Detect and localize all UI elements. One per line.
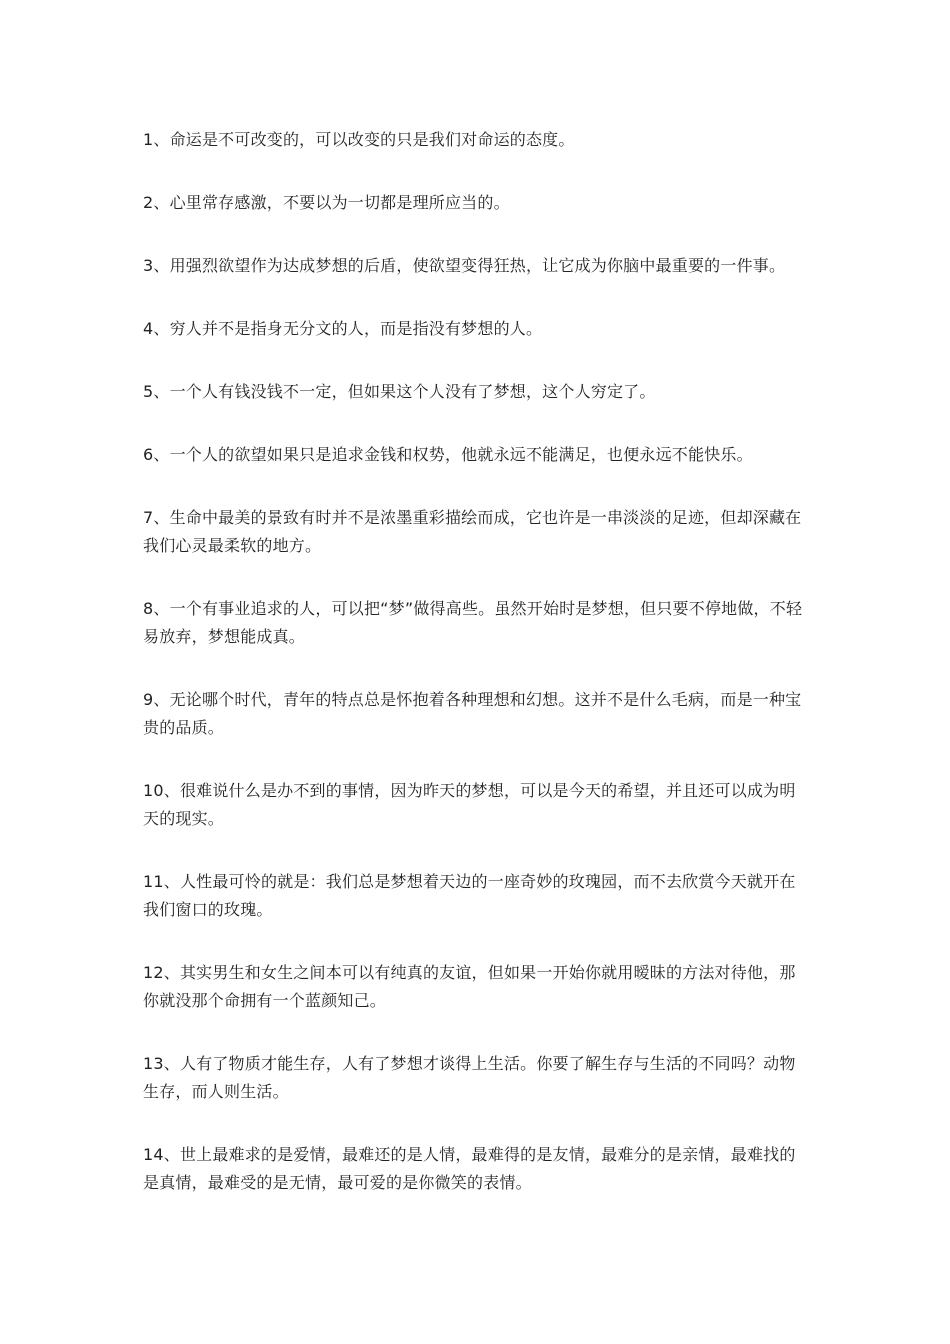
quote-paragraph-9: 9、无论哪个时代，青年的特点总是怀抱着各种理想和幻想。这并不是什么毛病，而是一种宝贵的品质。: [143, 690, 802, 737]
quote-paragraph-10: 10、很难说什么是办不到的事情，因为昨天的梦想，可以是今天的希望，并且还可以成为明天的现实。: [143, 781, 796, 828]
quote-paragraph-12: 12、其实男生和女生之间本可以有纯真的友谊，但如果一开始你就用暧昧的方法对待他，那你就没那个命拥有一个蓝颜知己。: [143, 963, 796, 1010]
quote-paragraph-4: 4、穷人并不是指身无分文的人，而是指没有梦想的人。: [143, 319, 543, 338]
quote-paragraph-7: 7、生命中最美的景致有时并不是浓墨重彩描绘而成，它也许是一串淡淡的足迹，但却深藏在我们心灵最柔软的地方。: [143, 508, 802, 555]
quote-list: [143, 126, 811, 1197]
quote-paragraph-1: 1、命运是不可改变的，可以改变的只是我们对命运的态度。: [143, 130, 575, 149]
quote-paragraph-6: 6、一个人的欲望如果只是追求金钱和权势，他就永远不能满足，也便永远不能快乐。: [143, 445, 753, 464]
quote-paragraph-14: 14、世上最难求的是爱情，最难还的是人情，最难得的是友情，最难分的是亲情，最难找的是真情，最难受的是无情，最可爱的是你微笑的表情。: [143, 1145, 796, 1192]
quote-paragraph-13: 13、人有了物质才能生存，人有了梦想才谈得上生活。你要了解生存与生活的不同吗？动物生存，而人则生活。: [143, 1054, 796, 1101]
quote-paragraph-2: 2、心里常存感激，不要以为一切都是理所应当的。: [143, 193, 510, 212]
quote-paragraph-5: 5、一个人有钱没钱不一定，但如果这个人没有了梦想，这个人穷定了。: [143, 382, 656, 401]
quote-paragraph-3: 3、用强烈欲望作为达成梦想的后盾，使欲望变得狂热，让它成为你脑中最重要的一件事。: [143, 256, 786, 275]
quote-paragraph-11: 11、人性最可怜的就是：我们总是梦想着天边的一座奇妙的玫瑰园，而不去欣赏今天就开在我们窗口的玫瑰。: [143, 872, 796, 919]
quote-paragraph-8: 8、一个有事业追求的人，可以把“梦”做得高些。虽然开始时是梦想，但只要不停地做，不轻易放弃，梦想能成真。: [143, 599, 803, 646]
